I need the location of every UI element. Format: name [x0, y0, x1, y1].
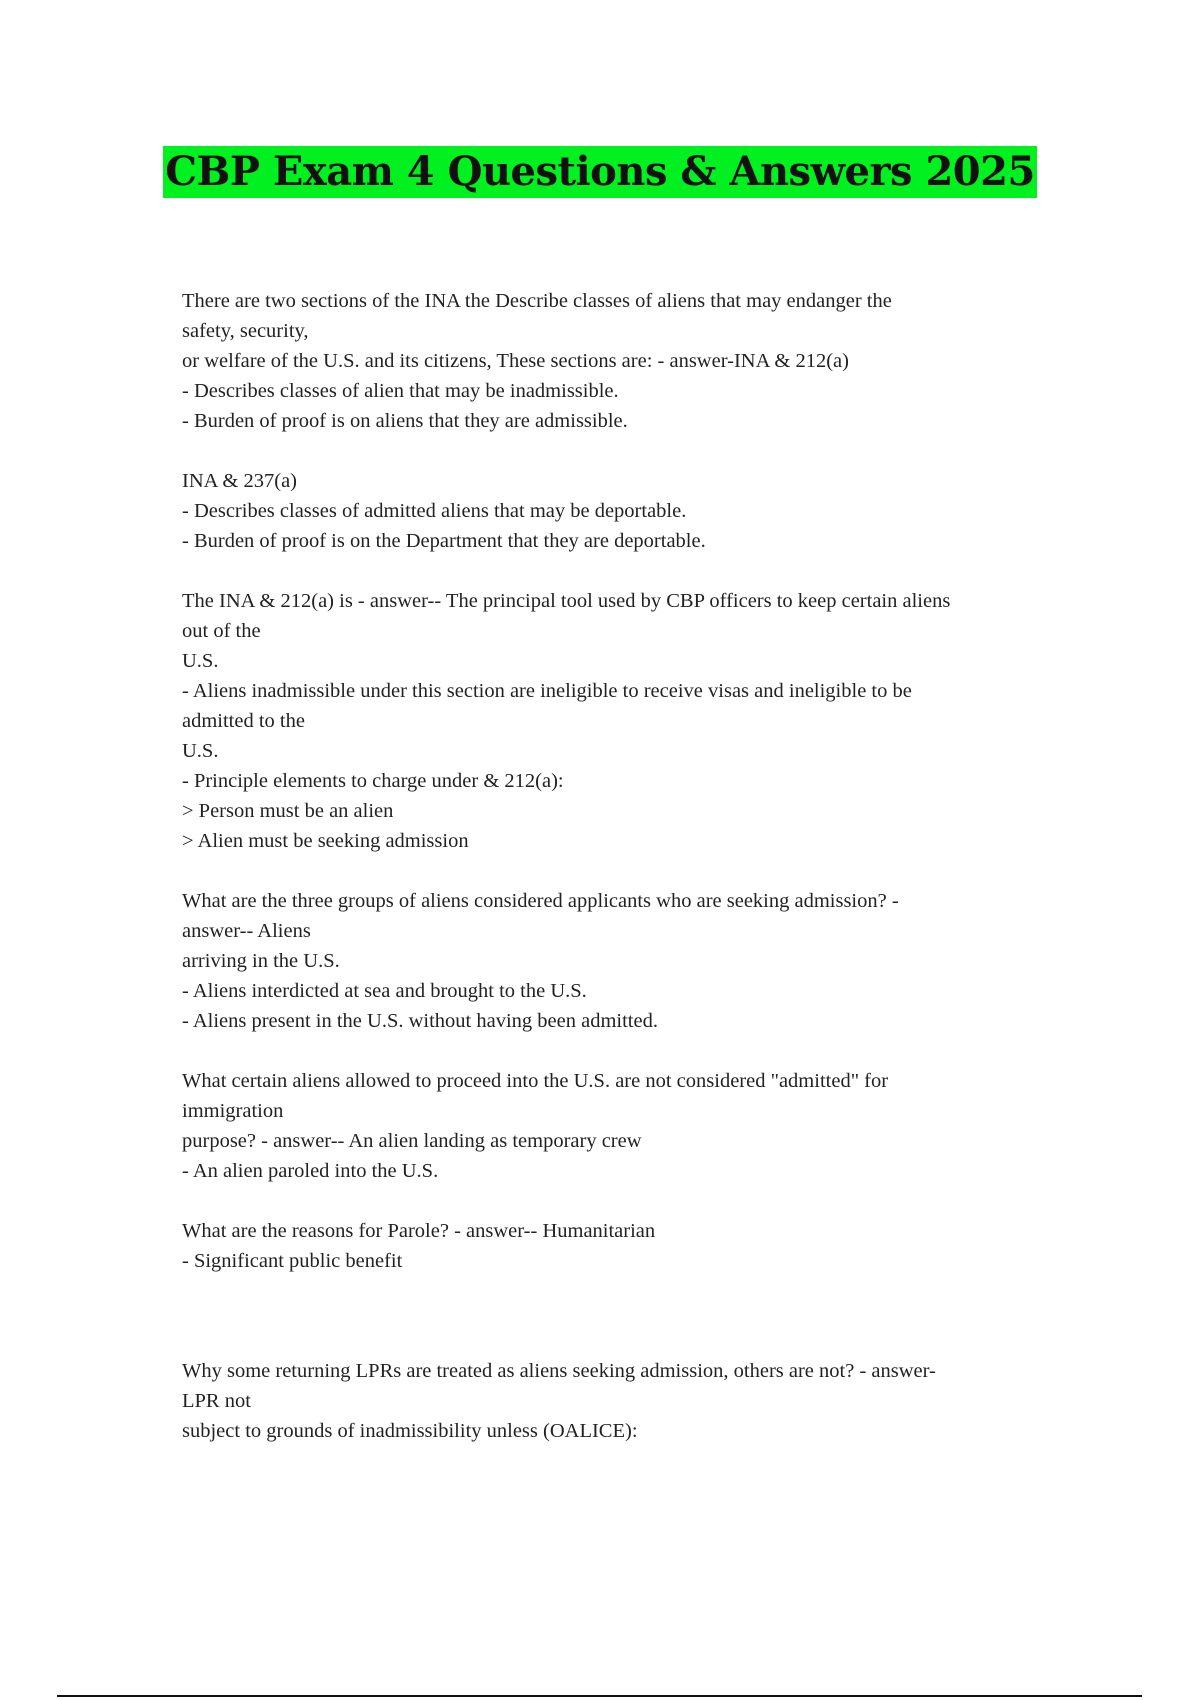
text-line: What are the three groups of aliens considered applicants who are seeking admission? -: [182, 890, 899, 912]
text-line: or welfare of the U.S. and its citizens, These sections are: - answer-INA & 212(a): [182, 350, 849, 372]
text-line: arriving in the U.S.: [182, 950, 340, 972]
text-line: U.S.: [182, 740, 219, 762]
text-line: - Aliens interdicted at sea and brought to the U.S.: [182, 980, 587, 1002]
text-line: purpose? - answer-- An alien landing as temporary crew: [182, 1130, 642, 1152]
qa-block-6: [182, 1216, 1062, 1276]
qa-block-4: [182, 886, 1062, 1036]
text-line: immigration: [182, 1100, 284, 1122]
text-line: - An alien paroled into the U.S.: [182, 1160, 439, 1182]
text-line: - Aliens present in the U.S. without having been admitted.: [182, 1010, 658, 1032]
text-line: What are the reasons for Parole? - answer-- Humanitarian: [182, 1220, 656, 1242]
text-line: safety, security,: [182, 320, 309, 342]
text-line: - Aliens inadmissible under this section are ineligible to receive visas and ineligible to be: [182, 680, 912, 702]
document-body: [182, 286, 1062, 1476]
text-line: out of the: [182, 620, 261, 642]
text-line: LPR not: [182, 1390, 251, 1412]
qa-block-1: [182, 286, 1062, 436]
text-line: There are two sections of the INA the Describe classes of aliens that may endanger the: [182, 290, 892, 312]
text-line: subject to grounds of inadmissibility unless (OALICE):: [182, 1420, 638, 1442]
text-line: admitted to the: [182, 710, 305, 732]
qa-block-7: [182, 1356, 1062, 1446]
text-line: - Burden of proof is on the Department that they are deportable.: [182, 530, 706, 552]
qa-block-3: [182, 586, 1062, 856]
qa-block-5: [182, 1066, 1062, 1186]
text-line: The INA & 212(a) is - answer-- The principal tool used by CBP officers to keep certain aliens: [182, 590, 951, 612]
qa-block-2: [182, 466, 1062, 556]
text-line: What certain aliens allowed to proceed into the U.S. are not considered "admitted" for: [182, 1070, 889, 1092]
document-title: CBP Exam 4 Questions & Answers 2025: [163, 146, 1037, 198]
text-line: answer-- Aliens: [182, 920, 311, 942]
text-line: Why some returning LPRs are treated as aliens seeking admission, others are not? - answer-: [182, 1360, 936, 1382]
footer-divider: [57, 1695, 1142, 1697]
text-line: - Describes classes of alien that may be inadmissible.: [182, 380, 619, 402]
text-line: - Significant public benefit: [182, 1250, 403, 1272]
text-line: - Principle elements to charge under & 212(a):: [182, 770, 564, 792]
text-line: - Burden of proof is on aliens that they are admissible.: [182, 410, 628, 432]
text-line: > Alien must be seeking admission: [182, 830, 469, 852]
text-line: U.S.: [182, 650, 219, 672]
text-line: > Person must be an alien: [182, 800, 394, 822]
title-wrap: [0, 146, 1200, 198]
text-line: INA & 237(a): [182, 470, 298, 492]
text-line: - Describes classes of admitted aliens that may be deportable.: [182, 500, 687, 522]
